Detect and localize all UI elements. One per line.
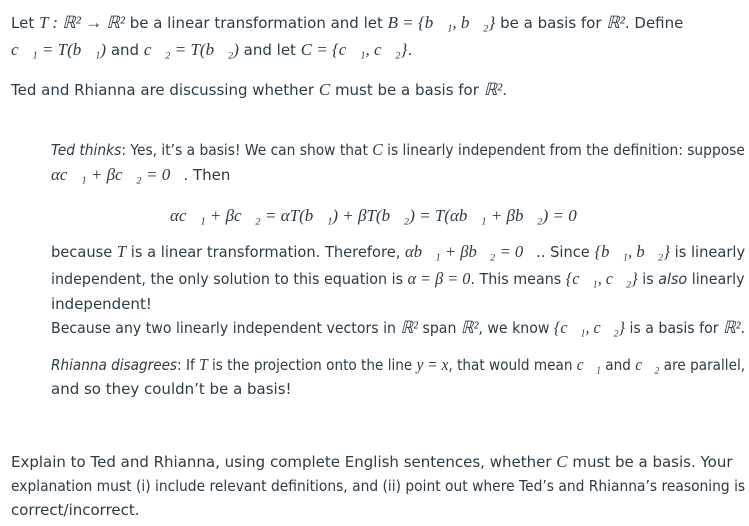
rhianna-speaker-label: Rhianna disagrees [51, 356, 178, 374]
emphasis-also: also [658, 270, 688, 288]
math-R2: ℝ² [460, 318, 479, 337]
text: Explain to Ted and Rhianna, using complete English sentences, whether [11, 453, 557, 471]
math-R2: ℝ² [483, 80, 503, 99]
text: independent! [51, 295, 152, 313]
math-line-y-eq-x: y = x [416, 355, 449, 374]
math-basis-B: B = {b⃗₁, b⃗₂} [387, 13, 496, 32]
text: is a linear transformation. Therefore, [126, 243, 406, 261]
math-c1: c⃗₁ [576, 355, 601, 374]
text: must be a basis for [330, 81, 484, 99]
ted-display-equation: αc⃗₁ + βc⃗₂ = αT(b⃗₁) + βT(b⃗₂) = T(αb⃗₁ + βb⃗₂) = 0⃗ [170, 206, 590, 225]
problem-line-3 [11, 79, 507, 101]
math-C: C [372, 140, 383, 159]
text: . Define [624, 14, 684, 32]
rhianna-line-2 [51, 378, 292, 400]
text: are parallel, [659, 356, 746, 374]
text: is a basis for [624, 319, 724, 337]
math-c1-def: c⃗₁ = T(b⃗₁) [11, 40, 107, 59]
text: is linearly [669, 243, 746, 261]
text: Because any two linearly independent vectors in [51, 319, 401, 337]
ted-line-5 [51, 293, 152, 315]
math-combination: αc⃗₁ + βc⃗₂ = 0⃗ [51, 165, 184, 184]
math-c2: c⃗₂ [635, 355, 660, 374]
ted-speaker-label: Ted thinks [51, 141, 122, 159]
math-T: T [199, 355, 208, 374]
math-alpha-beta-zero: α = β = 0 [407, 269, 471, 288]
problem-line-1 [11, 12, 683, 34]
prompt-line-3 [11, 499, 140, 521]
math-R2: ℝ² [400, 318, 418, 337]
math-c2-def: c⃗₂ = T(b⃗₂) [143, 40, 239, 59]
text: independent, the only solution to this equation is [51, 270, 408, 288]
text: , that would mean [448, 356, 577, 374]
ted-line-1 [51, 139, 745, 161]
math-set-c: {c⃗₁, c⃗₂} [565, 269, 638, 288]
text: . [502, 81, 508, 99]
text: . This means [470, 270, 566, 288]
text: : Yes, it’s a basis! We can show that [121, 141, 373, 159]
text: and [106, 41, 144, 59]
math-map-T: T : ℝ² → ℝ² [38, 13, 125, 32]
math-set-b: {b⃗₁, b⃗₂} [594, 242, 670, 261]
text: . Then [183, 166, 231, 184]
text: , we know [478, 319, 554, 337]
text: .. Since [536, 243, 595, 261]
text: be a linear transformation and let [124, 14, 388, 32]
prompt-line-1 [11, 451, 733, 473]
ted-line-6 [51, 317, 745, 339]
math-set-c: {c⃗₁, c⃗₂} [553, 318, 625, 337]
text: . [740, 319, 746, 337]
text: and [600, 356, 636, 374]
text: span [417, 319, 461, 337]
ted-line-2 [51, 164, 230, 186]
math-C: C [556, 452, 568, 471]
math-R2: ℝ² [723, 318, 741, 337]
math-R2: ℝ² [606, 13, 625, 32]
text: is the projection onto the line [207, 356, 417, 374]
text: be a basis for [495, 14, 607, 32]
text: Ted and Rhianna are discussing whether [11, 81, 319, 99]
text: linearly [687, 270, 745, 288]
prompt-line-2 [11, 475, 745, 497]
text: : If [177, 356, 200, 374]
text: is linearly independent from the definition: suppose [382, 141, 745, 159]
math-combination-b: αb⃗₁ + βb⃗₂ = 0⃗ [405, 242, 537, 261]
ted-line-4 [51, 268, 745, 290]
text: is [637, 270, 659, 288]
text: explanation must (i) include relevant definitions, and (ii) point out where Ted’s and Rhianna’s reasoning is [11, 477, 746, 495]
text: because [51, 243, 117, 261]
math-C: C [318, 80, 331, 99]
text: and let [238, 41, 301, 59]
text: . [407, 41, 413, 59]
math-T: T [116, 242, 127, 261]
problem-line-2 [11, 39, 412, 61]
text: correct/incorrect. [11, 501, 140, 519]
ted-line-3 [51, 241, 745, 263]
text: Let [11, 14, 39, 32]
rhianna-line-1 [51, 354, 745, 376]
text: must be a basis. Your [567, 453, 733, 471]
text: and so they couldn’t be a basis! [51, 380, 292, 398]
math-set-C: C = {c⃗₁, c⃗₂} [300, 40, 408, 59]
